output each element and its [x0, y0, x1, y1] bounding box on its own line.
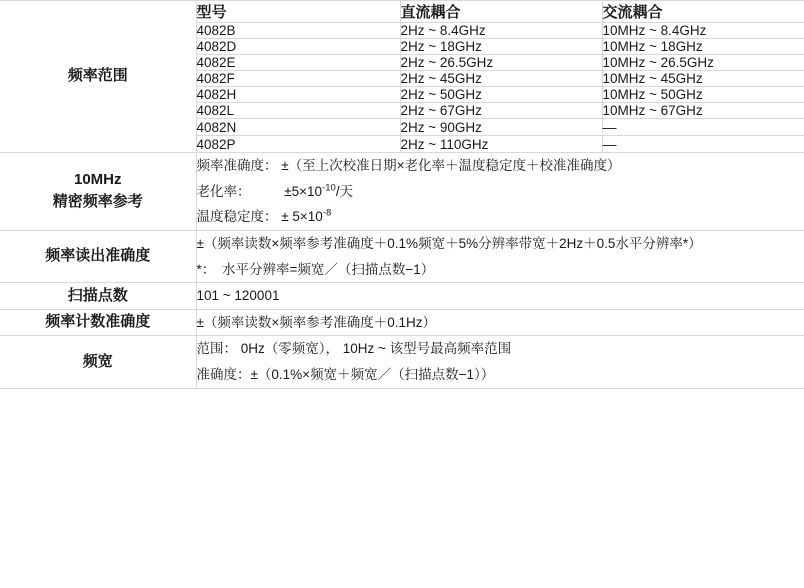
- spec-span-accuracy: 准确度：±（0.1%×频宽＋频宽／（扫描点数−1））: [196, 367, 495, 383]
- spec-aging-rate-exponent: -10: [322, 182, 336, 194]
- cell-dc: 2Hz ~ 8.4GHz: [400, 23, 602, 39]
- cell-frequency-readout-specs: [196, 230, 804, 282]
- cell-model: 4082P: [196, 136, 400, 153]
- column-header-model: 型号: [196, 1, 400, 23]
- cell-ac: —: [602, 136, 804, 153]
- cell-ac: —: [602, 119, 804, 136]
- cell-dc: 2Hz ~ 110GHz: [400, 136, 602, 153]
- spec-aging-rate-text: 老化率： ±5×10: [196, 183, 323, 199]
- spec-frequency-accuracy: 频率准确度： ±（至上次校准日期×老化率＋温度稳定度＋校准准确度）: [196, 158, 621, 173]
- row-label-reference-oscillator-line2: 精密频率参考: [52, 193, 143, 211]
- table-row-frequency-readout: [0, 230, 804, 282]
- spec-aging-rate-suffix: /天: [335, 183, 354, 199]
- spec-temperature-stability-text: 温度稳定度： ± 5×10: [196, 209, 323, 225]
- cell-sweep-points-value: 101 ~ 120001: [196, 283, 804, 310]
- cell-reference-oscillator-specs: [196, 153, 804, 231]
- cell-ac: 10MHz ~ 45GHz: [602, 71, 804, 87]
- row-label-span: 频宽: [0, 336, 196, 388]
- cell-model: 4082E: [196, 55, 400, 71]
- spec-temperature-stability-exponent: -8: [322, 207, 332, 219]
- spec-frequency-readout-accuracy: ±（频率读数×频率参考准确度＋0.1%频宽＋5%分辨率带宽＋2Hz＋0.5水平分辨率*）: [196, 235, 702, 251]
- spec-aging-rate: [197, 179, 804, 205]
- column-header-dc-coupling: 直流耦合: [400, 1, 602, 23]
- cell-model: 4082B: [196, 23, 400, 39]
- cell-model: 4082L: [196, 103, 400, 119]
- cell-model: 4082F: [196, 71, 400, 87]
- column-header-ac-coupling: 交流耦合: [602, 1, 804, 23]
- table-row-span: [0, 336, 804, 388]
- table-row-sweep-points: [0, 283, 804, 310]
- cell-ac: 10MHz ~ 8.4GHz: [602, 23, 804, 39]
- table-row-reference-oscillator: [0, 153, 804, 231]
- cell-dc: 2Hz ~ 18GHz: [400, 39, 602, 55]
- row-label-reference-oscillator-line1: 10MHz: [73, 170, 122, 188]
- cell-ac: 10MHz ~ 18GHz: [602, 39, 804, 55]
- cell-model: 4082H: [196, 87, 400, 103]
- cell-model: 4082N: [196, 119, 400, 136]
- spec-temperature-stability: [197, 204, 804, 230]
- cell-span-specs: [196, 336, 804, 388]
- cell-dc: 2Hz ~ 90GHz: [400, 119, 602, 136]
- row-label-frequency-counter: 频率计数准确度: [0, 309, 196, 336]
- spec-span-range: 范围： 0Hz（零频宽）， 10Hz ~ 该型号最高频率范围: [196, 341, 512, 357]
- table-row-frequency-counter: [0, 309, 804, 336]
- row-label-sweep-points: 扫描点数: [0, 283, 196, 310]
- cell-dc: 2Hz ~ 45GHz: [400, 71, 602, 87]
- spec-horizontal-resolution-note: *： 水平分辨率=频宽／（扫描点数−1）: [196, 261, 435, 277]
- cell-ac: 10MHz ~ 50GHz: [602, 87, 804, 103]
- row-label-frequency-readout: 频率读出准确度: [0, 230, 196, 282]
- cell-dc: 2Hz ~ 26.5GHz: [400, 55, 602, 71]
- cell-model: 4082D: [196, 39, 400, 55]
- cell-dc: 2Hz ~ 50GHz: [400, 87, 602, 103]
- cell-ac: 10MHz ~ 26.5GHz: [602, 55, 804, 71]
- table-header-row: [0, 1, 804, 23]
- cell-ac: 10MHz ~ 67GHz: [602, 103, 804, 119]
- cell-dc: 2Hz ~ 67GHz: [400, 103, 602, 119]
- cell-frequency-counter-value: ±（频率读数×频率参考准确度＋0.1Hz）: [196, 309, 804, 336]
- row-label-reference-oscillator: [0, 153, 196, 231]
- row-label-frequency-range: 频率范围: [0, 1, 196, 153]
